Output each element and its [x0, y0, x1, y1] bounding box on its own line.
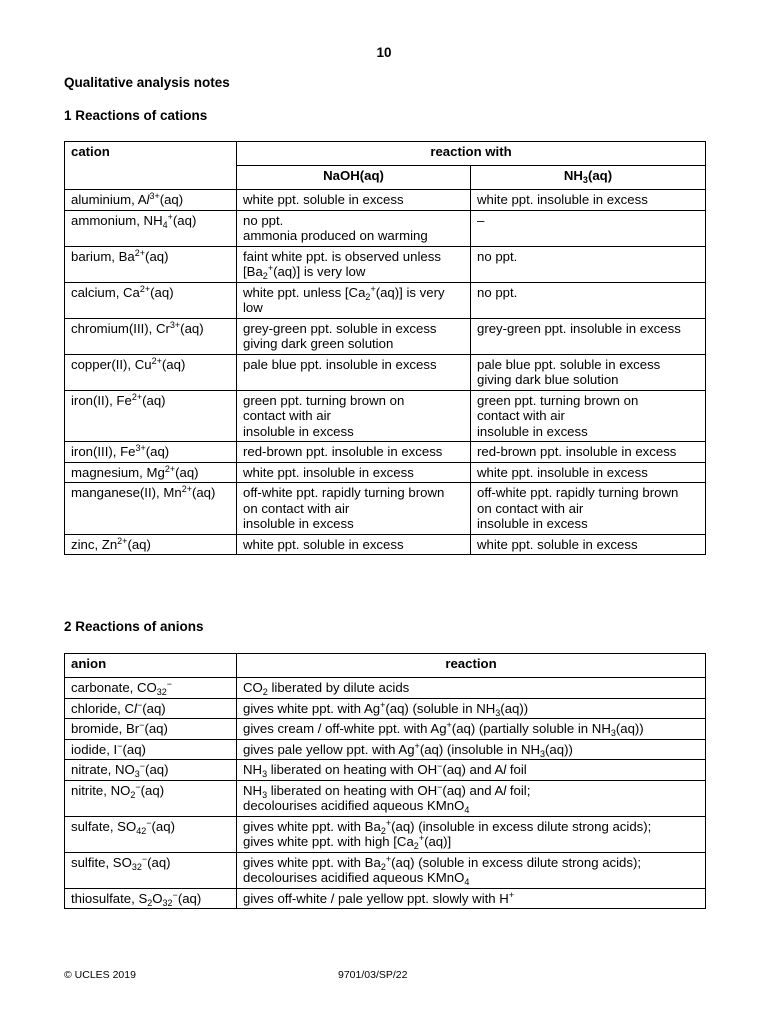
cation-name: iron(II), $Fe^{2+}(aq)$ — [65, 390, 237, 442]
cation-name: calcium, $Ca^{2+}(aq)$ — [65, 282, 237, 318]
cation-name: manganese(II), $Mn^{2+}(aq)$ — [65, 483, 237, 535]
anion-name: thiosulfate, $S_2O_{32}^-(aq)$ — [65, 888, 237, 909]
nh3-reaction: white ppt. soluble in excess — [471, 534, 706, 555]
cation-row — [65, 534, 706, 555]
nh3-reaction: pale blue ppt. soluble in excess giving dark blue solution — [471, 354, 706, 390]
nh3-reaction: no ppt. — [471, 282, 706, 318]
cation-header: cation — [65, 142, 237, 190]
anion-row — [65, 780, 706, 816]
anion-row — [65, 852, 706, 888]
anion-reaction: gives white ppt. with $Ba_2^+(aq)$ (soluble in excess dilute strong acids); decolourises acidified aqueous KMnO$_4$ — [237, 852, 706, 888]
anion-name: nitrate, $NO_3^-(aq)$ — [65, 760, 237, 781]
cation-name: barium, $Ba^{2+}(aq)$ — [65, 246, 237, 282]
anion-row — [65, 739, 706, 760]
reaction-with-header: reaction with — [237, 142, 706, 166]
cation-row — [65, 318, 706, 354]
nh3-reaction: white ppt. insoluble in excess — [471, 190, 706, 211]
naoh-reaction: pale blue ppt. insoluble in excess — [237, 354, 471, 390]
anion-reaction: gives cream / off-white ppt. with Ag+(aq) (partially soluble in $NH_3(aq)$) — [237, 719, 706, 740]
cation-row — [65, 210, 706, 246]
cation-row — [65, 483, 706, 535]
nh3-reaction: no ppt. — [471, 246, 706, 282]
page-title: Qualitative analysis notes — [64, 75, 230, 90]
cation-name: zinc, $Zn^{2+}(aq)$ — [65, 534, 237, 555]
anion-name: nitrite, $NO_2^-(aq)$ — [65, 780, 237, 816]
cation-name: copper(II), $Cu^{2+}(aq)$ — [65, 354, 237, 390]
anion-header: anion — [65, 654, 237, 678]
naoh-reaction: white ppt. insoluble in excess — [237, 462, 471, 483]
cation-row — [65, 462, 706, 483]
cation-row — [65, 190, 706, 211]
naoh-reaction: no ppt. ammonia produced on warming — [237, 210, 471, 246]
nh3-reaction: – — [471, 210, 706, 246]
cation-row — [65, 246, 706, 282]
naoh-reaction: green ppt. turning brown on contact with air insoluble in excess — [237, 390, 471, 442]
nh3-reaction: green ppt. turning brown on contact with air insoluble in excess — [471, 390, 706, 442]
section1-heading: 1 Reactions of cations — [64, 108, 208, 123]
anion-reaction: gives white ppt. with Ag+(aq) (soluble in $NH_3(aq)$) — [237, 698, 706, 719]
anion-reaction: $NH_3$ liberated on heating with OH−(aq) and Al foil; decolourises acidified aqueous KMnO$_4$ — [237, 780, 706, 816]
naoh-reaction: faint white ppt. is observed unless $[Ba_2^+(aq)]$ is very low — [237, 246, 471, 282]
naoh-reaction: white ppt. soluble in excess — [237, 190, 471, 211]
anion-row — [65, 816, 706, 852]
anion-name: iodide, I−(aq) — [65, 739, 237, 760]
cation-row — [65, 282, 706, 318]
naoh-reaction: white ppt. unless $[Ca_2^+(aq)]$ is very low — [237, 282, 471, 318]
nh3-reaction: grey-green ppt. insoluble in excess — [471, 318, 706, 354]
anion-row — [65, 760, 706, 781]
cation-name: iron(III), $Fe^{3+}(aq)$ — [65, 442, 237, 463]
anion-name: sulfite, $SO_{32}^-(aq)$ — [65, 852, 237, 888]
anion-name: bromide, Br−(aq) — [65, 719, 237, 740]
anion-row — [65, 719, 706, 740]
cation-name: ammonium, $NH_4^+(aq)$ — [65, 210, 237, 246]
cation-name: aluminium, $Al^{3+}(aq)$ — [65, 190, 237, 211]
naoh-reaction: off-white ppt. rapidly turning brown on contact with air insoluble in excess — [237, 483, 471, 535]
cation-name: magnesium, $Mg^{2+}(aq)$ — [65, 462, 237, 483]
nh3-reaction: off-white ppt. rapidly turning brown on contact with air insoluble in excess — [471, 483, 706, 535]
nh3-reaction: white ppt. insoluble in excess — [471, 462, 706, 483]
footer-copyright: © UCLES 2019 — [64, 969, 136, 981]
cation-row — [65, 442, 706, 463]
anion-row — [65, 698, 706, 719]
anion-reaction: $NH_3$ liberated on heating with OH−(aq) and Al foil — [237, 760, 706, 781]
naoh-reaction: white ppt. soluble in excess — [237, 534, 471, 555]
section2-heading: 2 Reactions of anions — [64, 619, 204, 634]
naoh-reaction: grey-green ppt. soluble in excess giving dark green solution — [237, 318, 471, 354]
naoh-reaction: red-brown ppt. insoluble in excess — [237, 442, 471, 463]
cation-name: chromium(III), $Cr^{3+}(aq)$ — [65, 318, 237, 354]
anion-row — [65, 888, 706, 909]
anion-name: carbonate, $CO_{32}^-$ — [65, 678, 237, 699]
page-number: 10 — [376, 45, 392, 60]
naoh-header: NaOH(aq) — [237, 166, 471, 190]
cations-table — [64, 141, 706, 555]
anions-table — [64, 653, 706, 909]
nh3-reaction: red-brown ppt. insoluble in excess — [471, 442, 706, 463]
anion-reaction: gives pale yellow ppt. with Ag+(aq) (insoluble in $NH_3(aq)$) — [237, 739, 706, 760]
cation-row — [65, 390, 706, 442]
anion-reaction: gives white ppt. with $Ba_2^+(aq)$ (insoluble in excess dilute strong acids); gives white ppt. with high $[Ca_2^+(aq)]$ — [237, 816, 706, 852]
anion-reaction: $CO_2$ liberated by dilute acids — [237, 678, 706, 699]
cation-row — [65, 354, 706, 390]
anion-reaction: gives off-white / pale yellow ppt. slowly with H+ — [237, 888, 706, 909]
reaction-header: reaction — [237, 654, 706, 678]
anion-row — [65, 678, 706, 699]
anion-name: chloride, Cl−(aq) — [65, 698, 237, 719]
footer-code: 9701/03/SP/22 — [338, 969, 408, 981]
anion-name: sulfate, $SO_{42}^-(aq)$ — [65, 816, 237, 852]
nh3-header: $NH_3(aq)$ — [471, 166, 706, 190]
